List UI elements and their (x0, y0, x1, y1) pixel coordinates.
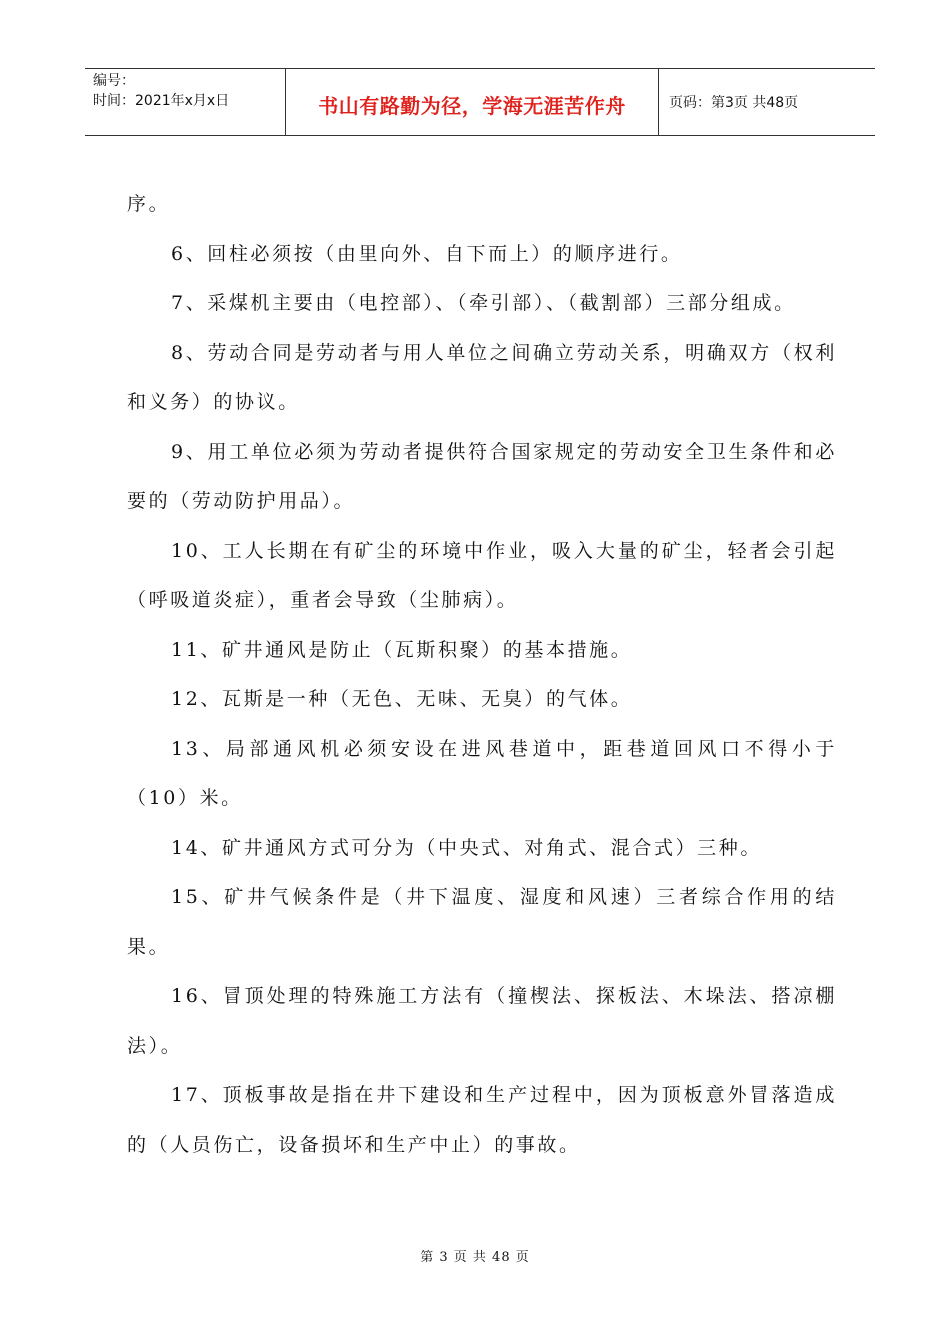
page-header (85, 68, 875, 136)
paragraph: 6、回柱必须按（由里向外、自下而上）的顺序进行。 (171, 242, 683, 265)
paragraph: 序。 (127, 193, 171, 215)
document-date-label: 时间：2021年x月x日 (93, 93, 230, 109)
paragraph: 15、矿井气候条件是（井下温度、湿度和风速）三者综合作用的结果。 (127, 886, 837, 958)
header-page-cell (659, 69, 875, 135)
page-footer: 第 3 页 共 48 页 (420, 1250, 530, 1265)
paragraph: 8、劳动合同是劳动者与用人单位之间确立劳动关系，明确双方（权利和义务）的协议。 (127, 341, 837, 413)
paragraph: 7、采煤机主要由（电控部）、（牵引部）、（截割部）三部分组成。 (171, 292, 796, 314)
header-motto: 书山有路勤为径，学海无涯苦作舟 (318, 93, 626, 118)
paragraph: 10、工人长期在有矿尘的环境中作业，吸入大量的矿尘，轻者会引起（呼吸道炎症），重者会导致（尘肺病）。 (127, 539, 837, 611)
document-number-label: 编号： (93, 73, 135, 89)
header-motto-cell (286, 69, 659, 135)
paragraph: 13、局部通风机必须安设在进风巷道中，距巷道回风口不得小于（10）米。 (127, 737, 837, 809)
paragraph: 14、矿井通风方式可分为（中央式、对角式、混合式）三种。 (171, 836, 762, 859)
paragraph: 9、用工单位必须为劳动者提供符合国家规定的劳动安全卫生条件和必要的（劳动防护用品）。 (127, 440, 837, 512)
paragraph: 11、矿井通风是防止（瓦斯积聚）的基本措施。 (171, 638, 633, 661)
paragraph: 16、冒顶处理的特殊施工方法有（撞楔法、探板法、木垛法、搭凉棚法）。 (127, 985, 837, 1057)
header-meta-cell (85, 69, 286, 135)
header-page-label: 页码：第3页 共48页 (669, 95, 799, 111)
paragraph: 12、瓦斯是一种（无色、无味、无臭）的气体。 (171, 688, 633, 710)
document-body (127, 180, 837, 1170)
paragraph: 17、顶板事故是指在井下建设和生产过程中，因为顶板意外冒落造成的（人员伤亡，设备损坏和生产中止）的事故。 (127, 1084, 837, 1156)
